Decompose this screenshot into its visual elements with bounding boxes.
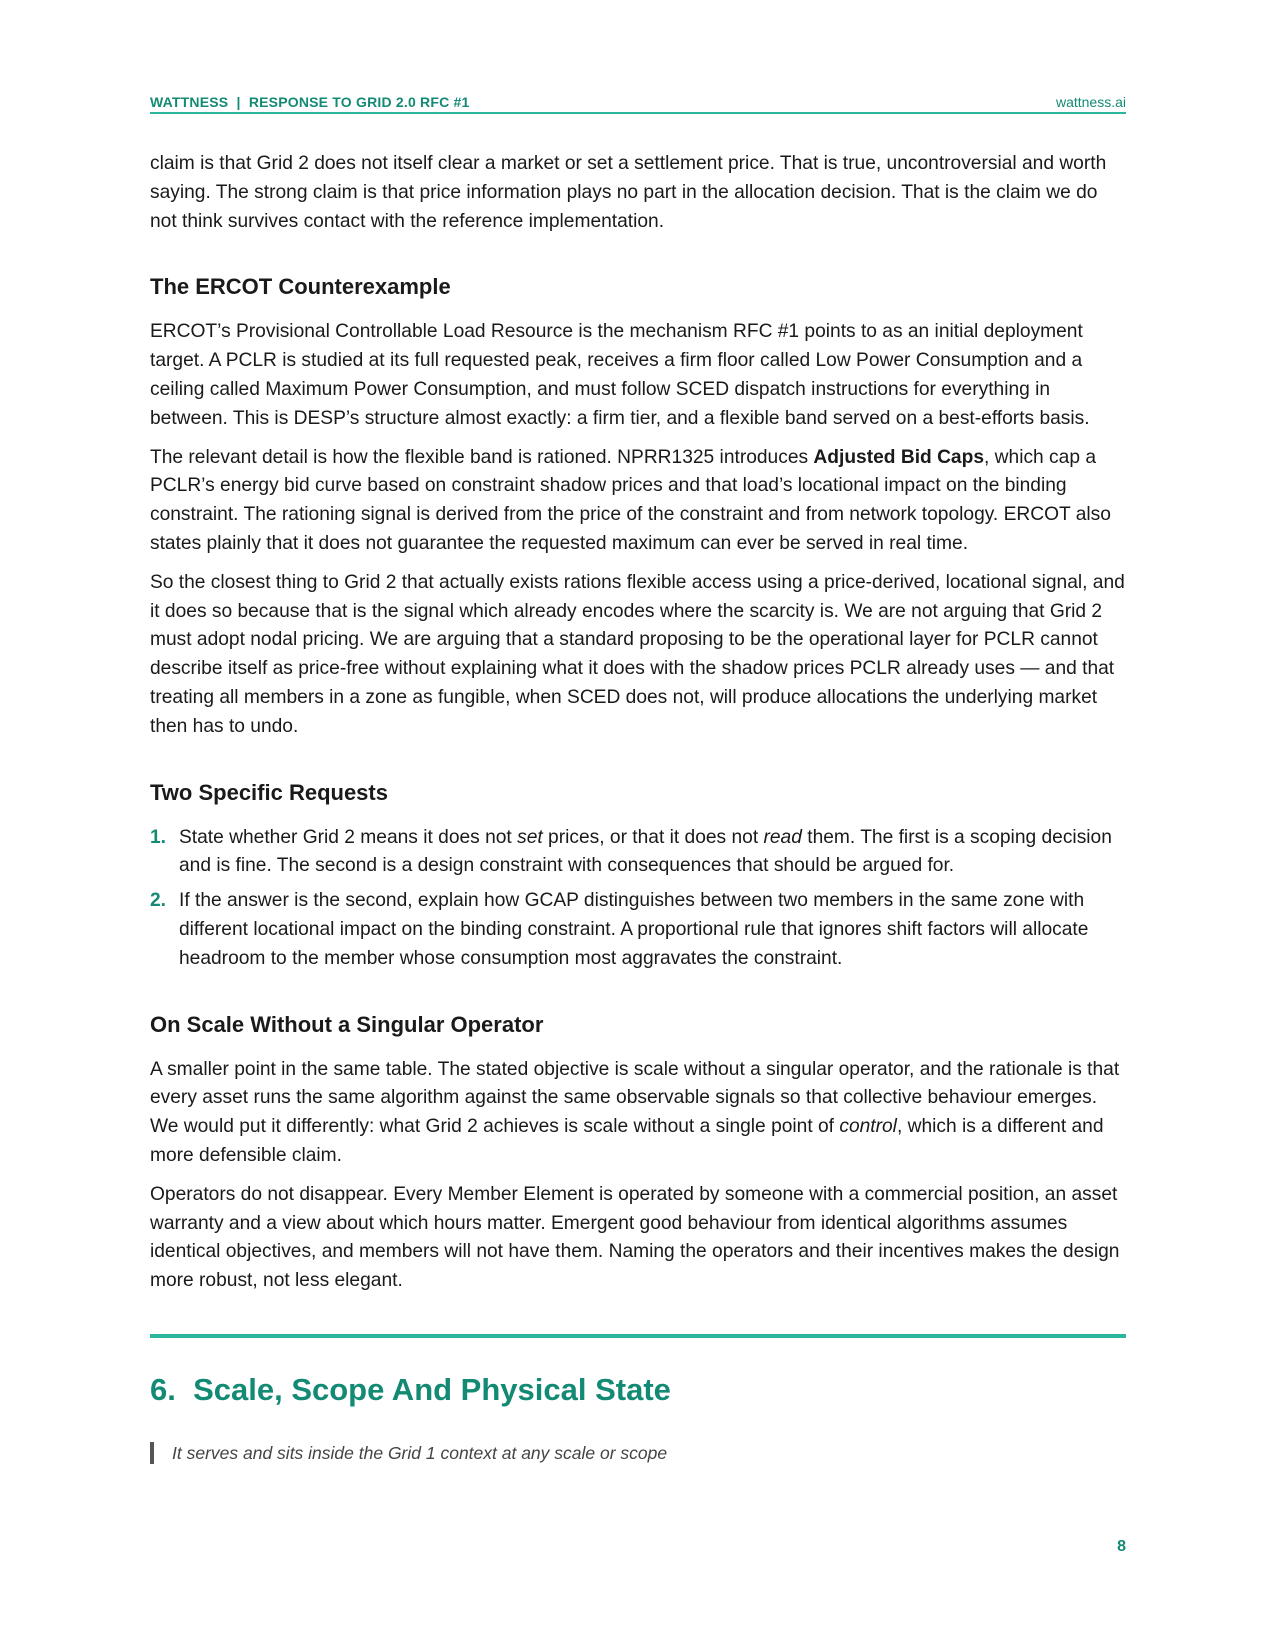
ercot-paragraph-1: ERCOT’s Provisional Controllable Load Resource is the mechanism RFC #1 points to as an initial deployment target. A PCLR is studied at its full requested peak, receives a firm floor called Low Power Consumption and a ceiling called Maximum Power Consumption, and must follow SCED dispatch instructions for everything in between. This is DESP’s structure almost exactly: a firm tier, and a flexible band served on a best-efforts basis. xyxy=(150,321,1090,429)
header-title: WATTNESS | RESPONSE TO GRID 2.0 RFC #1 xyxy=(150,94,470,110)
ercot-paragraph-3: So the closest thing to Grid 2 that actually exists rations flexible access using a price-derived, locational signal, and it does so because that is the signal which already encodes where the scarcity is. We are not arguing that Grid 2 must adopt nodal pricing. We are arguing that a standard proposing to be the operational layer for PCLR cannot describe itself as price-free without explaining what it does with the shadow prices PCLR already uses — and that treating all members in a zone as fungible, when SCED does not, will produce allocations the underlying market then has to undo. xyxy=(150,571,1125,737)
running-header xyxy=(150,90,1126,114)
header-website[interactable]: wattness.ai xyxy=(1055,94,1126,110)
adjusted-bid-caps-term: Adjusted Bid Caps xyxy=(813,446,984,468)
list-number: 1. xyxy=(150,826,167,848)
requests-list xyxy=(150,824,1126,974)
list-number: 2. xyxy=(150,890,167,912)
list-item xyxy=(150,824,1126,882)
scale-heading: On Scale Without a Singular Operator xyxy=(150,1011,544,1037)
scale-paragraph-2: Operators do not disappear. Every Member Element is operated by someone with a commercial position, an asset warranty and a view about which hours matter. Emergent good behaviour from identical algorithms assumes identical objectives, and members will not have them. Naming the operators and their incentives makes the design more robust, not less elegant. xyxy=(150,1183,1120,1292)
page-number: 8 xyxy=(1117,1538,1126,1555)
section-6-quote: It serves and sits inside the Grid 1 context at any scale or scope xyxy=(150,1442,1126,1464)
ercot-paragraph-2: The relevant detail is how the flexible band is rationed. NPRR1325 introduces Adjusted Bid Caps, which cap a PCLR’s energy bid curve based on constraint shadow prices and that load’s locational impact on the binding constraint. The rationing signal is derived from the price of the constraint and from network topology. ERCOT also states plainly that it does not guarantee the requested maximum can ever be served in real time. xyxy=(150,446,1111,554)
requests-heading: Two Specific Requests xyxy=(150,779,388,805)
list-item xyxy=(150,887,1126,973)
section-divider xyxy=(150,1334,1126,1338)
intro-paragraph: claim is that Grid 2 does not itself clear a market or set a settlement price. That is true, uncontroversial and worth saying. The strong claim is that price information plays no part in the allocation decision. That is the claim we do not think survives contact with the reference implementation. xyxy=(150,153,1107,232)
section-6-title: 6. Scale, Scope And Physical State xyxy=(150,1371,671,1407)
list-text: If the answer is the second, explain how GCAP distinguishes between two members in the same zone with different locational impact on the binding constraint. A proportional rule that ignores shift factors will allocate headroom to the member whose consumption most aggravates the constraint. xyxy=(179,890,1089,969)
scale-paragraph-1: A smaller point in the same table. The stated objective is scale without a singular operator, and the rationale is that every asset runs the same algorithm against the same observable signals so that collective behaviour emerges. We would put it differently: what Grid 2 achieves is scale without a single point of control, which is a different and more defensible claim. xyxy=(150,1058,1120,1166)
page-content xyxy=(150,90,1126,1464)
ercot-heading: The ERCOT Counterexample xyxy=(150,274,451,300)
list-text: State whether Grid 2 means it does not set prices, or that it does not read them. The first is a scoping decision and is fine. The second is a design constraint with consequences that should be argued for. xyxy=(179,826,1112,877)
